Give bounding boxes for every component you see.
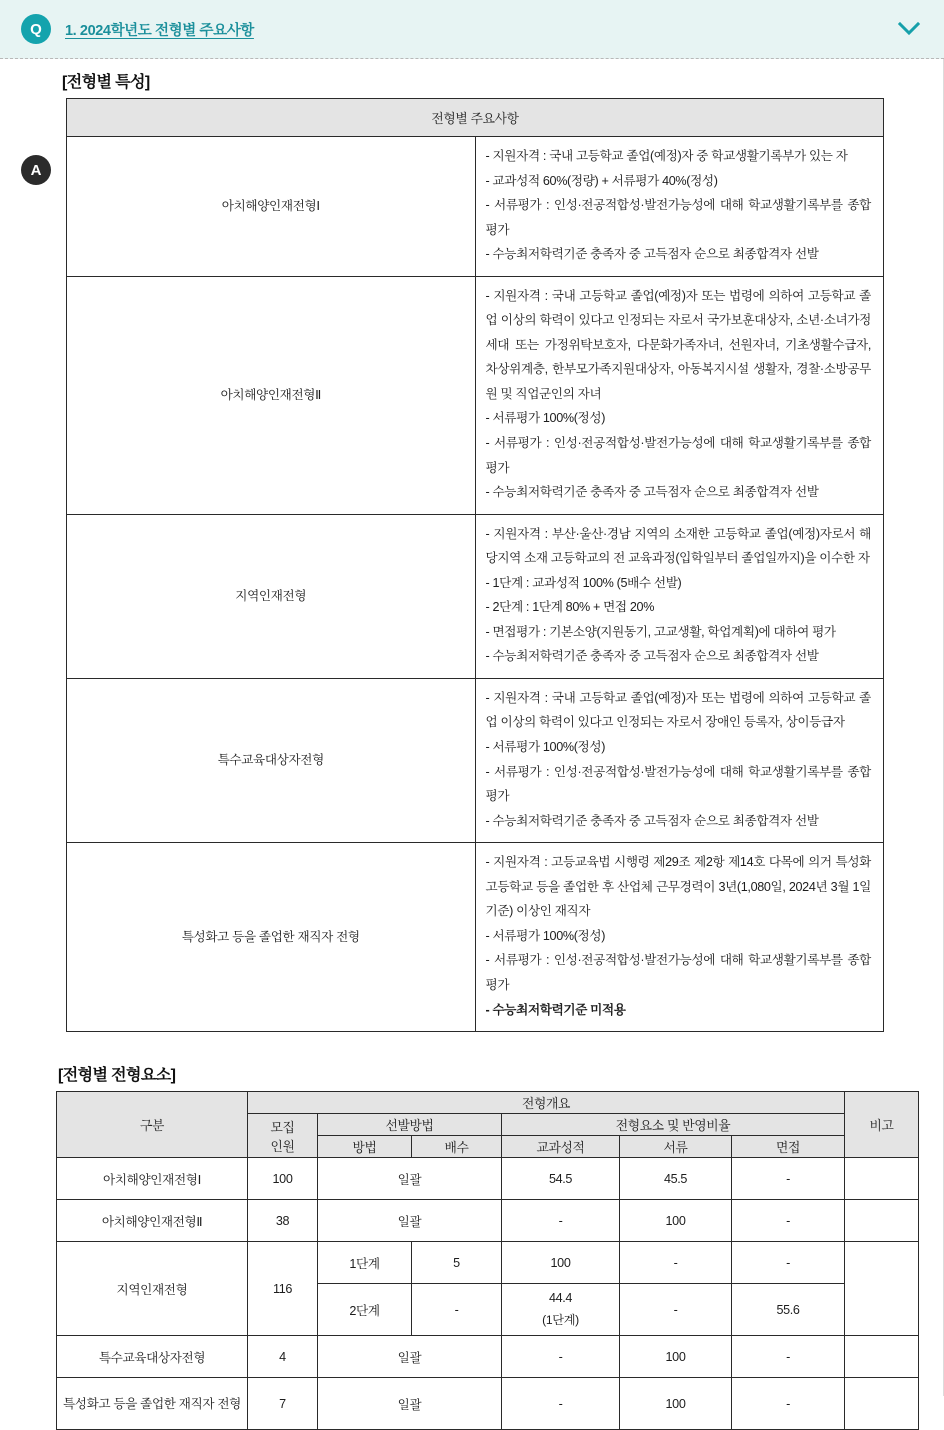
admission-type-name: 아치해양인재전형Ⅱ <box>67 276 476 514</box>
admission-type-details <box>475 514 884 678</box>
header-bigo: 비고 <box>845 1092 919 1158</box>
question-title-link[interactable]: 1. 2024학년도 전형별 주요사항 <box>65 22 254 39</box>
detail-line: - 교과성적 60%(정량) + 서류평가 40%(정성) <box>485 173 718 188</box>
detail-line: - 서류평가 : 인성·전공적합성·발전가능성에 대해 학교생활기록부를 종합 평가 <box>485 436 871 475</box>
admission-type-details <box>475 843 884 1032</box>
subject-score-note: (1단계) <box>542 1313 579 1328</box>
table-row <box>67 678 884 842</box>
table-row <box>57 1158 919 1200</box>
interview-score-value: - <box>732 1242 845 1284</box>
admission-type-name: 특수교육대상자전형 <box>57 1336 248 1378</box>
detail-line: - 서류평가 : 인성·전공적합성·발전가능성에 대해 학교생활기록부를 종합 평가 <box>485 198 871 237</box>
admission-type-name: 아치해양인재전형Ⅱ <box>57 1200 248 1242</box>
detail-line: - 수능최저학력기준 미적용 <box>485 1002 626 1017</box>
header-row-1 <box>57 1092 919 1114</box>
elements-thead <box>57 1092 919 1158</box>
table-row <box>57 1200 919 1242</box>
detail-line: - 수능최저학력기준 충족자 중 고득점자 순으로 최종합격자 선발 <box>485 813 819 828</box>
characteristics-caption: 전형별 주요사항 <box>67 99 884 137</box>
admission-type-name: 아치해양인재전형Ⅰ <box>67 137 476 277</box>
chevron-down-icon[interactable] <box>896 16 922 42</box>
admission-type-name: 아치해양인재전형Ⅰ <box>57 1158 248 1200</box>
detail-line: - 서류평가 100%(정성) <box>485 928 606 943</box>
interview-score-value: - <box>732 1378 845 1430</box>
header-selection-method: 선발방법 <box>318 1114 502 1136</box>
remark-value <box>845 1200 919 1242</box>
interview-score-value: 55.6 <box>732 1284 845 1336</box>
admission-type-details <box>475 276 884 514</box>
header-myeonjeop: 면접 <box>732 1136 845 1158</box>
subject-score-value <box>502 1284 620 1336</box>
admission-elements-table <box>56 1091 919 1430</box>
header-quota <box>248 1114 318 1158</box>
header-gubun: 구분 <box>57 1092 248 1158</box>
multiplier-value: - <box>412 1284 502 1336</box>
header-gyogwa: 교과성적 <box>502 1136 620 1158</box>
subject-score-value: - <box>502 1336 620 1378</box>
admission-type-details <box>475 137 884 277</box>
admission-type-name: 특성화고 등을 졸업한 재직자 전형 <box>57 1378 248 1430</box>
selection-method-value: 일괄 <box>318 1336 502 1378</box>
document-score-value: 100 <box>620 1378 732 1430</box>
table-row <box>57 1378 919 1430</box>
quota-value: 116 <box>248 1242 318 1336</box>
admission-characteristics-table <box>66 98 884 1032</box>
table-row <box>67 843 884 1032</box>
answer-body <box>0 59 944 1430</box>
selection-stage: 1단계 <box>318 1242 412 1284</box>
admission-type-name: 특수교육대상자전형 <box>67 678 476 842</box>
detail-line: - 서류평가 : 인성·전공적합성·발전가능성에 대해 학교생활기록부를 종합 평가 <box>485 764 871 804</box>
quota-value: 100 <box>248 1158 318 1200</box>
header-seoryu: 서류 <box>620 1136 732 1158</box>
detail-line: - 지원자격 : 국내 고등학교 졸업(예정)자 중 학교생활기록부가 있는 자 <box>485 149 848 163</box>
elements-tbody <box>57 1158 919 1430</box>
answer-badge: A <box>21 155 51 185</box>
interview-score-value: - <box>732 1336 845 1378</box>
document-score-value: 100 <box>620 1336 732 1378</box>
detail-line: - 지원자격 : 국내 고등학교 졸업(예정)자 또는 법령에 의하여 고등학교 졸업 이상의 학력이 있다고 인정되는 자로서 장애인 등록자, 상이등급자 <box>485 690 871 730</box>
admission-type-name: 지역인재전형 <box>67 514 476 678</box>
subject-score-value: - <box>502 1200 620 1242</box>
detail-line: - 수능최저학력기준 충족자 중 고득점자 순으로 최종합격자 선발 <box>485 649 819 664</box>
table-row <box>57 1336 919 1378</box>
subject-score-value: 54.5 <box>502 1158 620 1200</box>
quota-value: 7 <box>248 1378 318 1430</box>
characteristics-tbody <box>67 99 884 1032</box>
table-row <box>57 1242 919 1284</box>
subject-score-value: - <box>502 1378 620 1430</box>
document-score-value: 100 <box>620 1200 732 1242</box>
question-badge: Q <box>21 14 51 44</box>
header-baesu: 배수 <box>412 1136 502 1158</box>
header-quota-line2: 인원 <box>270 1138 295 1154</box>
quota-value: 38 <box>248 1200 318 1242</box>
table-caption-row <box>67 99 884 137</box>
section-title-elements: [전형별 전형요소] <box>58 1067 176 1085</box>
detail-line: - 2단계 : 1단계 80% + 면접 20% <box>485 600 655 615</box>
detail-line: - 서류평가 100%(정성) <box>485 740 606 755</box>
interview-score-value: - <box>732 1158 845 1200</box>
multiplier-value: 5 <box>412 1242 502 1284</box>
quota-value: 4 <box>248 1336 318 1378</box>
detail-line: - 수능최저학력기준 충족자 중 고득점자 순으로 최종합격자 선발 <box>485 485 819 500</box>
selection-method-value: 일괄 <box>318 1200 502 1242</box>
selection-stage: 2단계 <box>318 1284 412 1336</box>
selection-method-value: 일괄 <box>318 1378 502 1430</box>
header-bangbeop: 방법 <box>318 1136 412 1158</box>
detail-line: - 면접평가 : 기본소양(지원동기, 고교생활, 학업계획)에 대하여 평가 <box>485 624 836 639</box>
section-title-characteristics: [전형별 특성] <box>62 74 150 91</box>
header-quota-line1: 모집 <box>270 1119 295 1135</box>
header-elements-ratio: 전형요소 및 반영비율 <box>502 1114 845 1136</box>
document-score-value: - <box>620 1284 732 1336</box>
remark-value <box>845 1242 919 1336</box>
remark-value <box>845 1158 919 1200</box>
detail-line: - 1단계 : 교과성적 100% (5배수 선발) <box>485 575 682 590</box>
question-header[interactable] <box>0 0 944 59</box>
detail-line: - 지원자격 : 국내 고등학교 졸업(예정)자 또는 법령에 의하여 고등학교 졸업 이상의 학력이 있다고 인정되는 자로서 국가보훈대상자, 소년·소녀가정세대 또는 가정위탁보호자, 다문화가족자녀, 선원자녀, 기초생활수급자, 차상위계층, 한부모가족지원대상자, 아동복지시설 생활자, 경찰·소방공무원 및 직업군인의 자녀 <box>485 288 871 401</box>
selection-method-value: 일괄 <box>318 1158 502 1200</box>
table-row <box>67 276 884 514</box>
document-score-value: - <box>620 1242 732 1284</box>
subject-score-value <box>502 1242 620 1284</box>
detail-line: - 서류평가 100%(정성) <box>485 411 606 426</box>
table-row <box>67 137 884 277</box>
subject-score-main: 100 <box>550 1255 571 1270</box>
admission-type-name: 지역인재전형 <box>57 1242 248 1336</box>
remark-value <box>845 1336 919 1378</box>
remark-value <box>845 1378 919 1430</box>
admission-type-name: 특성화고 등을 졸업한 재직자 전형 <box>67 843 476 1032</box>
detail-line: - 수능최저학력기준 충족자 중 고득점자 순으로 최종합격자 선발 <box>485 247 819 262</box>
detail-line: - 지원자격 : 부산·울산·경남 지역의 소재한 고등학교 졸업(예정)자로서 해당지역 소재 고등학교의 전 교육과정(입학일부터 졸업일까지)을 이수한 자 <box>485 526 871 566</box>
interview-score-value: - <box>732 1200 845 1242</box>
subject-score-main: 44.4 <box>548 1291 573 1306</box>
detail-line: - 지원자격 : 고등교육법 시행령 제29조 제2항 제14호 다목에 의거 특성화고등학교 등을 졸업한 후 산업체 근무경력이 3년(1,080일, 2024년 3월 1일 기준) 이상인 재직자 <box>485 855 871 919</box>
table-row <box>67 514 884 678</box>
document-score-value: 45.5 <box>620 1158 732 1200</box>
detail-line: - 서류평가 : 인성·전공적합성·발전가능성에 대해 학교생활기록부를 종합 평가 <box>485 953 871 992</box>
admission-type-details <box>475 678 884 842</box>
header-overview: 전형개요 <box>248 1092 845 1114</box>
